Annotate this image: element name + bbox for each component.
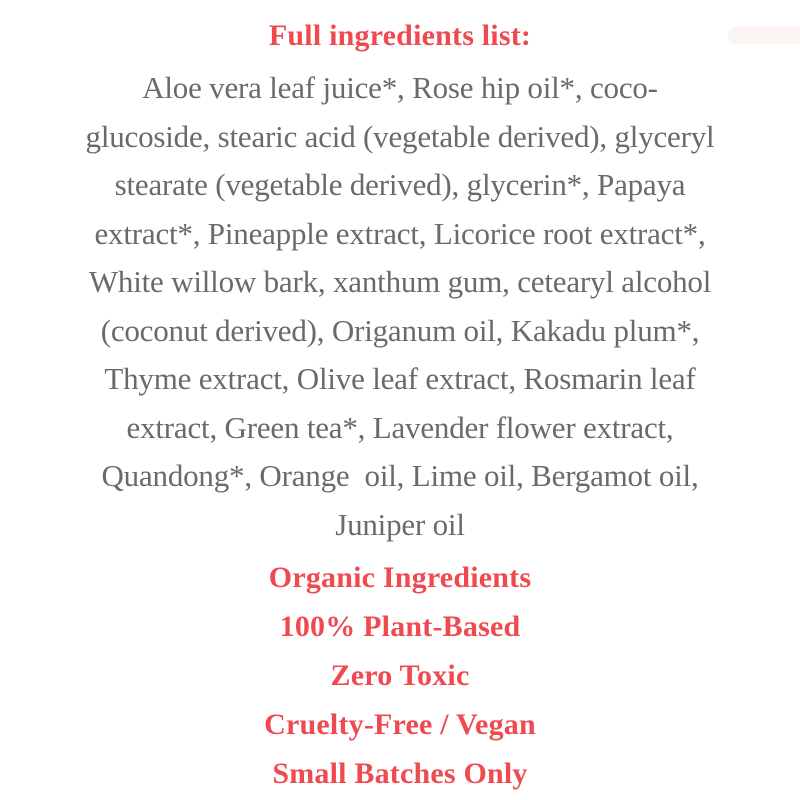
ingredients-line-4: extract*, Pineapple extract, Licorice root extract*, [94, 215, 706, 251]
ingredients-line-8: extract, Green tea*, Lavender flower extract, [126, 409, 674, 445]
taglines [14, 553, 786, 798]
ingredients-line-5: White willow bark, xanthum gum, cetearyl alcohol [88, 264, 712, 299]
tagline-small-batches-only: Small Batches Only [272, 757, 528, 790]
ingredients-line-6: (coconut derived), Origanum oil, Kakadu plum*, [100, 312, 700, 348]
ingredients-line-3: stearate (vegetable derived), glycerin*, Papaya [114, 167, 686, 202]
tagline-plant-based: 100% Plant-Based [279, 610, 521, 643]
ingredients-line-2: glucoside, stearic acid (vegetable derived), glyceryl [85, 118, 715, 154]
ingredients-list [14, 64, 786, 549]
tagline-zero-toxic: Zero Toxic [330, 659, 470, 692]
ingredients-line-7: Thyme extract, Olive leaf extract, Rosmarin leaf [104, 361, 696, 396]
tagline-cruelty-free-vegan: Cruelty-Free / Vegan [264, 708, 536, 741]
ingredients-line-10: Juniper oil [335, 506, 465, 542]
faint-watermark-artifact [728, 27, 800, 44]
ingredients-heading: Full ingredients list: [268, 19, 532, 52]
ingredients-line-1: Aloe vera leaf juice*, Rose hip oil*, coco- [142, 70, 658, 105]
ingredients-line-9: Quandong*, Orange oil, Lime oil, Bergamot oil, [101, 458, 699, 493]
tagline-organic-ingredients: Organic Ingredients [268, 561, 532, 594]
